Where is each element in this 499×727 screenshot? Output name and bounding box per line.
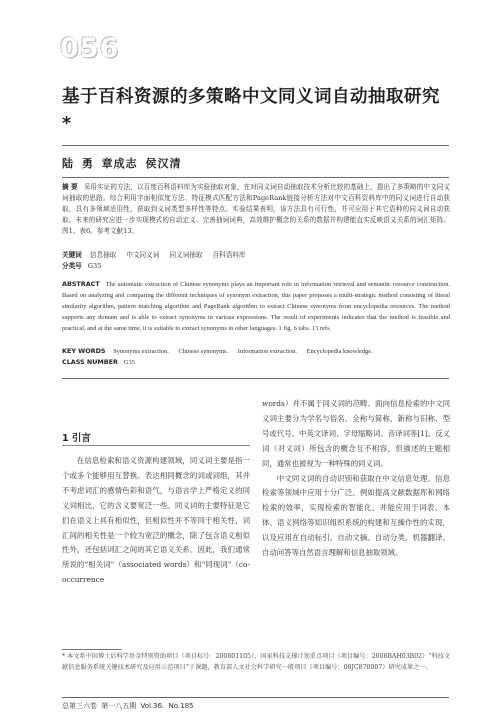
keyword-cn-item: 中文同义词 [126, 251, 160, 259]
footnote: * 本文系中国博士后科学基金特别资助项目（项目标号：200801105）、国家科技支撑计划重点项目（项目编号：2006BAH03B02）“科技文献信息服务系统关键技术研究及应用示范项目”子课题，教育部人文社会科学研究一般项目（项目编号：08JC870007）研究成果之一。 [62, 653, 451, 671]
page-number: 056 [60, 33, 120, 64]
keywords-cn [62, 250, 450, 261]
abstract-cn-label: 摘 要 [62, 183, 78, 191]
class-en-value: G35 [123, 359, 135, 366]
abstract-en-text: The automatic extraction of Chinese synonyms plays an important role in information retrieval and semantic resource construction. Based on analyzing and comparing the different techniques of synonym extraction, this paper proposes a multi-strategic method consisting of literal similarity algorithm, pattern matching algorithm and PageRank algorithm to extract Chinese synonyms from encyclopedia resources. The method supports any domain and is able to extract synonyms in various expressions. The result of experiments indicates that the method is feasible and practical, and at the same time, it is suitable to extract synonyms in other languages. 1 fig. 6 tabs. 13 refs. [62, 281, 450, 332]
footer-rule [62, 697, 449, 698]
keywords-en-label: KEY WORDS [62, 347, 106, 355]
keyword-en-item: Chinese synonyms. [178, 348, 229, 355]
class-cn-value: G35 [87, 262, 102, 270]
abstract-en [62, 279, 450, 334]
body-paragraph: 在信息检索和语义资源构建领域，同义词主要是指一个或多个能够用互替换、表达相同概念的词或词组，其并不考虑词汇的感情色彩和语气，与语言学上严格定义的同义词相比，它的含义要宽泛一些。同义词的主要特征是它们在语义上具有相似性，但相似性并不等同于相关性，词汇间的相关性是一个较为宽泛的概念，除了包含语义相似性外，还包括词汇之间的其它语义关系。因此，我们通常所说的“相关词”（associated words）和“同现词”（co-occurrence [62, 456, 250, 585]
keyword-cn-item: 百科语料库 [212, 251, 246, 259]
keyword-cn-item: 同义词抽取 [169, 251, 203, 259]
keyword-cn-item: 信息抽取 [89, 251, 117, 259]
keywords-en [62, 346, 450, 357]
class-en [62, 357, 450, 368]
footnote-rule [62, 649, 122, 650]
body-paragraph: 中文同义词的自动识别和获取在中文信息处理、信息检索等领域中应用十分广泛。例如提高文献数据库和网络检索的效率，实现检索的智能化，并能应用于词表、本体、语义网络等知识组织系统的构建和互操作性的实现，以及应用在自动标引、自动文摘、自动分类、机器翻译、自动问答等自然语言理解和信息抽取领域。 [262, 473, 450, 558]
article-title: 基于百科资源的多策略中文同义词自动抽取研究 * [62, 87, 440, 134]
keywords-cn-label: 关键词 [62, 251, 82, 259]
title-rule [62, 145, 449, 146]
class-cn [62, 261, 450, 272]
body-paragraph: words）并不属于同义词的范畴。面向信息检索的中文同义词主要分为学名与俗名、全称与简称、新称与旧称、型号或代号、中英文译词、字母缩略词、音译词等[1]。反义词（对义词）所包含的概念互不相容，但描述的主题相同，通常也被视为一种特殊的同义词。 [262, 399, 450, 468]
section-rule [62, 445, 250, 446]
class-cn-label: 分类号 [62, 262, 82, 270]
abstract-rule [62, 378, 449, 379]
abstract-en-label: ABSTRACT [62, 280, 100, 288]
keyword-en-item: Encyclopedia knowledge. [306, 348, 373, 355]
keyword-en-item: Synonyms extraction. [113, 348, 169, 355]
authors-rule [62, 177, 449, 178]
abstract-cn-text: 采用实证的方法，以百度百科语料库为实验抽取对象，在对同义词自动抽取技术分析比较的基础上，提出了多策略的中文同义词抽取的思路。综合利用字面相似度方法、特征模式匹配方法和PageRank链接分析方法对中文百科资料库中的同义词进行自动获取，具有多领域适用性，获取到义词类型多样性等特点。实验结果表明，该方法具有可行性，并可应用于其它语种的同义词自动获取。未来的研究应进一步实现模式的自动定义、完善抽词词典，高效维护概念的关系的数据并构建能直实反映语义关系的词汇矩阵。图1。表6。参考文献13。 [62, 183, 450, 235]
journal-footer: 总第三六卷 第一八五期 Vol.36. No.185 [62, 702, 194, 710]
body-left-column [62, 454, 250, 588]
body-right-column [262, 397, 450, 561]
keyword-en-item: Information extraction. [237, 348, 298, 355]
authors: 陆 勇 章成志 侯汉清 [62, 157, 182, 170]
class-en-label: CLASS NUMBER [62, 358, 118, 366]
abstract-cn [62, 182, 450, 237]
section-heading: 1 引言 [62, 433, 91, 444]
